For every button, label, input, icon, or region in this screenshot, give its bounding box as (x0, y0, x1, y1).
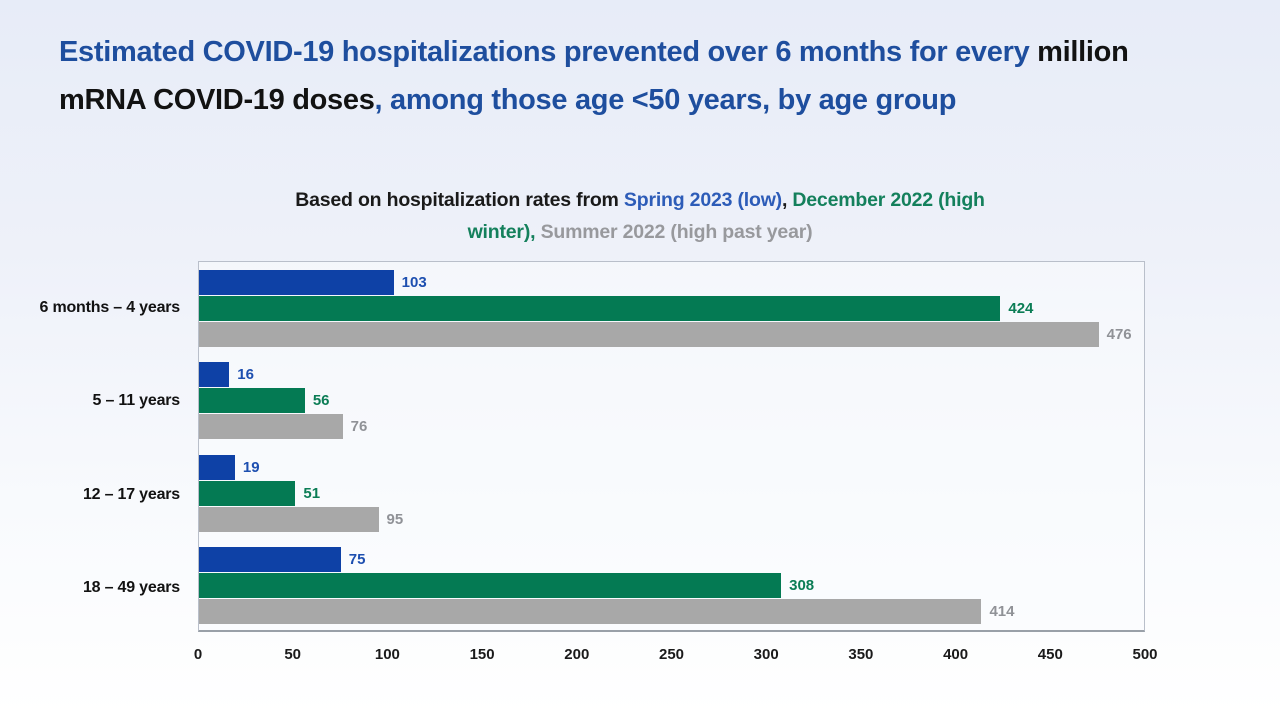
bar-segment (199, 362, 229, 387)
bar-group (199, 270, 1144, 348)
subtitle-segment-december-2022: December 2022 (high winter), (467, 189, 985, 243)
category-axis (0, 261, 188, 632)
bar-group (199, 455, 1144, 533)
bar-row (199, 388, 1144, 413)
value-axis (193, 646, 1158, 668)
bar-row (199, 547, 1144, 572)
bar-row (199, 507, 1144, 532)
chart-plot-area (198, 261, 1145, 632)
bar-segment (199, 455, 235, 480)
bar-value-label: 414 (989, 602, 1015, 620)
bar-row (199, 270, 1144, 295)
bar-segment (199, 322, 1099, 347)
bar-segment (199, 414, 343, 439)
bar-segment (199, 547, 341, 572)
bar-segment (199, 507, 379, 532)
bar-segment (199, 481, 295, 506)
bar-value-label: 16 (237, 366, 254, 384)
bar-row (199, 414, 1144, 439)
x-tick-label: 450 (1037, 646, 1063, 663)
bar-groups (199, 262, 1144, 630)
category-label: 5 – 11 years (92, 392, 180, 410)
category-label: 18 – 49 years (82, 579, 180, 597)
bar-value-label: 95 (386, 510, 404, 528)
page-title (59, 28, 1164, 124)
title-segment-emphasis: million mRNA COVID-19 doses (59, 36, 1129, 116)
bar-row (199, 599, 1144, 624)
chart-subtitle-text (283, 184, 998, 248)
bar-row (199, 455, 1144, 480)
bar-group (199, 547, 1144, 625)
subtitle-segment-summer-2022: Summer 2022 (high past year) (540, 221, 813, 243)
x-tick-label: 300 (753, 646, 779, 663)
x-tick-label: 100 (374, 646, 400, 663)
bar-value-label: 51 (303, 484, 321, 502)
bar-segment (199, 599, 981, 624)
bar-segment (199, 573, 781, 598)
subtitle-segment-spring-2023: Spring 2023 (low) (623, 189, 782, 211)
x-tick-label: 350 (848, 646, 874, 663)
bar-row (199, 322, 1144, 347)
bar-value-label: 76 (350, 418, 368, 436)
x-tick-label: 500 (1132, 646, 1158, 663)
bar-value-label: 75 (348, 550, 366, 568)
bar-row (199, 296, 1144, 321)
bar-segment (199, 270, 394, 295)
x-tick-label: 0 (193, 646, 203, 663)
bar-value-label: 476 (1106, 326, 1132, 343)
title-segment-primary: Estimated COVID-19 hospitalizations prevented over 6 months for every (59, 36, 1038, 68)
bar-row (199, 362, 1144, 387)
subtitle-segment-base: Based on hospitalization rates from (295, 189, 624, 211)
x-tick-label: 150 (469, 646, 495, 663)
category-label: 6 months – 4 years (39, 298, 180, 316)
title-segment-primary-2: , among those age <50 years, by age group (374, 84, 957, 116)
x-tick-label: 250 (658, 646, 685, 663)
x-tick-label: 50 (284, 646, 302, 663)
bar-value-label: 308 (789, 576, 815, 594)
bar-value-label: 56 (312, 392, 330, 410)
bar-row (199, 481, 1144, 506)
subtitle-segment-comma: , (781, 189, 793, 211)
x-tick-label: 200 (564, 646, 590, 663)
bar-segment (199, 388, 305, 413)
bar-value-label: 424 (1008, 300, 1034, 317)
category-label: 12 – 17 years (82, 485, 180, 503)
chart-subtitle (0, 184, 1280, 248)
bar-segment (199, 296, 1000, 321)
bar-group (199, 362, 1144, 440)
bar-row (199, 573, 1144, 598)
bar-value-label: 103 (401, 274, 427, 291)
bar-value-label: 19 (242, 458, 260, 476)
x-tick-label: 400 (943, 646, 969, 663)
